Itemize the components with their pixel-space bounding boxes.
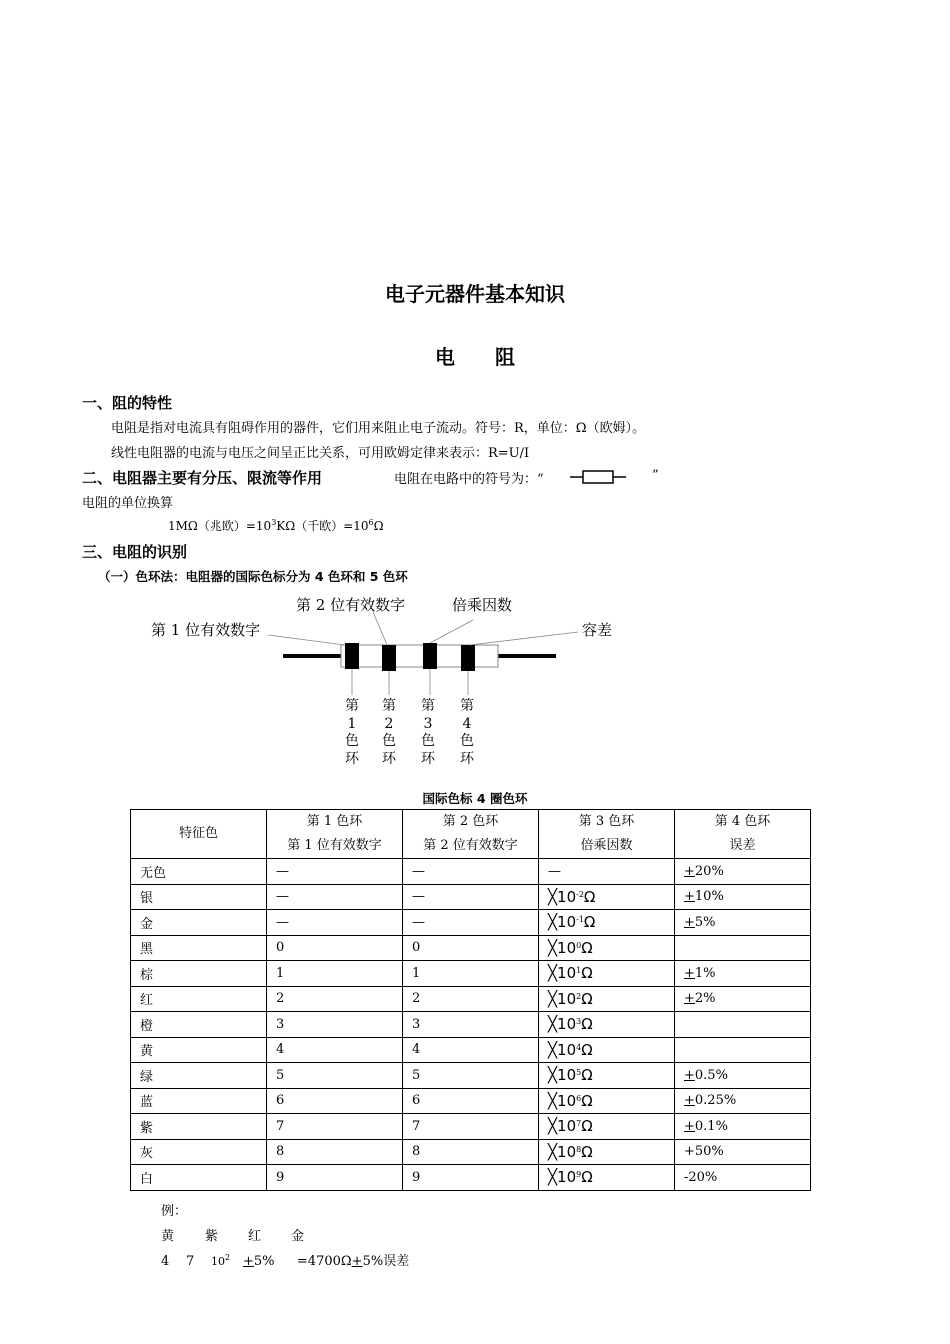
example-colors: 黄 紫 红 金: [161, 1229, 305, 1244]
pointer-first: [268, 635, 345, 645]
label-first-digit: 第 1 位有效数字: [151, 621, 261, 639]
table-row: [131, 1063, 811, 1089]
table-row: [131, 935, 811, 961]
table-row: [131, 859, 811, 885]
cell-digit-2: 7: [403, 1114, 539, 1140]
cell-multiplier: $╳10^{-1}\Omega$: [539, 910, 675, 936]
cell-digit-2: —: [403, 910, 539, 936]
table-row: [131, 1088, 811, 1114]
cell-color: 橙: [131, 1012, 267, 1038]
cell-color: 蓝: [131, 1088, 267, 1114]
pointer-mult: [430, 620, 473, 643]
section-1-para-1: 电阻是指对电流具有阻碍作用的器件，它们用来阻止电子流动。符号：R，单位：Ω（欧姆）。: [111, 421, 646, 436]
band-3: [423, 643, 437, 669]
cell-digit-2: 4: [403, 1037, 539, 1063]
cell-digit-2: 3: [403, 1012, 539, 1038]
cell-color: 金: [131, 910, 267, 936]
table-row: [131, 1037, 811, 1063]
cell-color: 银: [131, 884, 267, 910]
cell-digit-1: —: [267, 884, 403, 910]
color-code-table: [130, 809, 811, 1191]
example-label: 例：: [161, 1204, 188, 1219]
cell-digit-1: 2: [267, 986, 403, 1012]
label-tolerance: 容差: [582, 621, 613, 639]
section-title: 电 阻: [435, 345, 515, 369]
pointer-second: [373, 612, 387, 645]
cell-multiplier: $╳10^2\Omega$: [539, 986, 675, 1012]
cell-digit-2: 1: [403, 961, 539, 987]
cell-multiplier: $╳10^1\Omega$: [539, 961, 675, 987]
table-row: [131, 961, 811, 987]
cell-digit-2: 9: [403, 1165, 539, 1191]
section-1-para-2: 线性电阻器的电流与电压之间呈正比关系，可用欧姆定律来表示：R=U/I: [111, 446, 530, 461]
cell-color: 紫: [131, 1114, 267, 1140]
cell-tolerance: +20%: [675, 859, 811, 885]
band-4: [461, 645, 475, 671]
cell-tolerance: [675, 1012, 811, 1038]
cell-digit-1: 8: [267, 1139, 403, 1165]
symbol-text: 电阻在电路中的符号为：“: [394, 472, 544, 487]
cell-color: 黑: [131, 935, 267, 961]
pointer-tol: [470, 632, 578, 645]
cell-tolerance: +0.25%: [675, 1088, 811, 1114]
cell-color: 绿: [131, 1063, 267, 1089]
cell-digit-1: —: [267, 910, 403, 936]
cell-digit-1: 1: [267, 961, 403, 987]
section-3-heading: 三、电阻的识别: [82, 543, 188, 561]
cell-tolerance: +1%: [675, 961, 811, 987]
cell-color: 无色: [131, 859, 267, 885]
cell-color: 白: [131, 1165, 267, 1191]
cell-multiplier: $╳10^8\Omega$: [539, 1139, 675, 1165]
cell-tolerance: +5%: [675, 910, 811, 936]
cell-digit-1: 4: [267, 1037, 403, 1063]
cell-digit-1: 9: [267, 1165, 403, 1191]
header-ring-1: 第 1 色环 第 1 位有效数字: [267, 810, 403, 859]
section-3-sub-1: （一）色环法：电阻器的国际色标分为 4 色环和 5 色环: [98, 569, 408, 584]
header-ring-4: 第 4 色环 误差: [675, 810, 811, 859]
cell-color: 红: [131, 986, 267, 1012]
cell-tolerance: +0.1%: [675, 1114, 811, 1140]
cell-multiplier: $╳10^5\Omega$: [539, 1063, 675, 1089]
ring-label-3: 第 3 色 环: [421, 698, 435, 767]
table-header-row: [131, 810, 811, 859]
header-color: 特征色: [131, 810, 267, 859]
label-multiplier: 倍乘因数: [452, 596, 513, 614]
cell-digit-2: —: [403, 884, 539, 910]
cell-digit-2: 0: [403, 935, 539, 961]
cell-tolerance: +50%: [675, 1139, 811, 1165]
header-ring-3: 第 3 色环 倍乘因数: [539, 810, 675, 859]
cell-digit-1: 6: [267, 1088, 403, 1114]
cell-tolerance: +2%: [675, 986, 811, 1012]
cell-digit-2: 5: [403, 1063, 539, 1089]
header-ring-2: 第 2 色环 第 2 位有效数字: [403, 810, 539, 859]
table-row: [131, 1114, 811, 1140]
table-caption: 国际色标 4 圈色环: [422, 791, 528, 806]
band-2: [382, 645, 396, 671]
table-row: [131, 1139, 811, 1165]
cell-tolerance: [675, 1037, 811, 1063]
cell-multiplier: $╳10^3\Omega$: [539, 1012, 675, 1038]
cell-color: 灰: [131, 1139, 267, 1165]
cell-multiplier: —: [539, 859, 675, 885]
cell-tolerance: +10%: [675, 884, 811, 910]
cell-digit-2: 6: [403, 1088, 539, 1114]
section-1-heading: 一、阻的特性: [82, 394, 173, 412]
ring-label-4: 第 4 色 环: [460, 698, 474, 767]
cell-multiplier: $╳10^9\Omega$: [539, 1165, 675, 1191]
cell-digit-2: 8: [403, 1139, 539, 1165]
cell-digit-2: 2: [403, 986, 539, 1012]
cell-multiplier: $╳10^6\Omega$: [539, 1088, 675, 1114]
cell-tolerance: +0.5%: [675, 1063, 811, 1089]
cell-digit-1: 0: [267, 935, 403, 961]
unit-conversion: 1MΩ（兆欧）$=10^3K\Omega$（千欧）$=10^6\Omega$: [168, 518, 384, 533]
cell-tolerance: [675, 935, 811, 961]
cell-digit-2: —: [403, 859, 539, 885]
table-row: [131, 986, 811, 1012]
resistor-symbol-icon: [568, 468, 628, 486]
ring-label-2: 第 2 色 环: [382, 698, 396, 767]
symbol-close: ”: [652, 468, 659, 483]
cell-color: 棕: [131, 961, 267, 987]
cell-digit-1: —: [267, 859, 403, 885]
doc-title: 电子元器件基本知识: [385, 282, 565, 306]
cell-multiplier: $╳10^7\Omega$: [539, 1114, 675, 1140]
unit-label: 电阻的单位换算: [82, 496, 174, 511]
table-row: [131, 1165, 811, 1191]
table-row: [131, 884, 811, 910]
cell-digit-1: 3: [267, 1012, 403, 1038]
example-calculation: 4 7 $10^2 +5\% =4700\Omega+5\%$误差: [161, 1253, 410, 1269]
cell-digit-1: 5: [267, 1063, 403, 1089]
ring-label-1: 第 1 色 环: [345, 698, 359, 767]
table-row: [131, 910, 811, 936]
cell-color: 黄: [131, 1037, 267, 1063]
cell-multiplier: $╳10^0\Omega$: [539, 935, 675, 961]
section-2-heading: 二、电阻器主要有分压、限流等作用: [82, 469, 323, 487]
table-row: [131, 1012, 811, 1038]
band-1: [345, 643, 359, 669]
cell-multiplier: $╳10^4\Omega$: [539, 1037, 675, 1063]
cell-tolerance: -20%: [675, 1165, 811, 1191]
label-second-digit: 第 2 位有效数字: [296, 596, 406, 614]
table-body: [131, 859, 811, 1191]
cell-multiplier: $╳10^{-2}\Omega$: [539, 884, 675, 910]
cell-digit-1: 7: [267, 1114, 403, 1140]
